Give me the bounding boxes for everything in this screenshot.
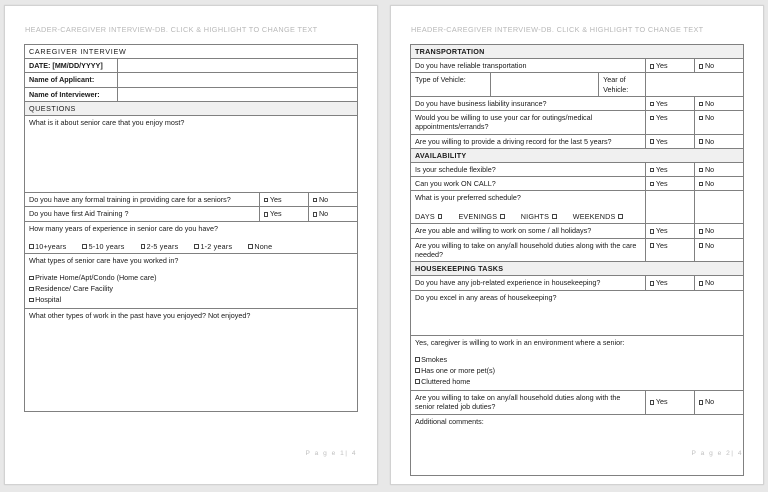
liability-insurance-yes[interactable] (645, 96, 694, 110)
option-10plus[interactable] (29, 242, 66, 251)
checkbox-icon[interactable] (650, 400, 655, 405)
table-row-use-car (411, 111, 744, 134)
schedule-flexible-no[interactable] (694, 162, 743, 176)
table-row-applicant (25, 73, 358, 87)
checkbox-icon[interactable] (650, 229, 655, 234)
option-residence[interactable] (29, 284, 354, 295)
checkbox-icon[interactable] (650, 281, 655, 286)
no-label: No (704, 136, 715, 146)
checkbox-icon[interactable] (699, 168, 704, 173)
table-row-title (25, 45, 358, 59)
first-aid-yes[interactable] (259, 207, 308, 221)
no-label: No (704, 226, 715, 236)
no-label: No (704, 98, 715, 108)
checkbox-icon[interactable] (699, 281, 704, 286)
table-row-first-aid (25, 207, 358, 221)
page-1-table-wrap (24, 44, 358, 412)
option-label: WEEKENDS (572, 211, 616, 221)
use-car-yes[interactable] (645, 111, 694, 134)
vehicle-year-label: Year of Vehicle: (599, 73, 646, 96)
on-call-no[interactable] (694, 177, 743, 191)
option-private-home[interactable] (29, 273, 354, 284)
vehicle-type-input[interactable] (490, 73, 598, 96)
table-row-section-availability (411, 148, 744, 162)
caregiver-interview-table (24, 44, 358, 412)
table-row-reliable-transport (411, 59, 744, 73)
page-footer-1: P a g e 1| 4 (305, 450, 357, 457)
checkbox-icon[interactable] (699, 400, 704, 405)
checkbox-icon[interactable] (313, 198, 318, 203)
question-first-aid-label: Do you have first Aid Training ? (25, 207, 260, 221)
section-header-availability: AVAILABILITY (411, 148, 744, 162)
interviewer-input[interactable] (118, 87, 358, 101)
holidays-no[interactable] (694, 224, 743, 238)
checkbox-icon[interactable] (438, 214, 443, 219)
yes-label: Yes (269, 195, 282, 205)
years-experience-options (29, 242, 354, 251)
household-duties-senior-yes[interactable] (645, 390, 694, 414)
question-preferred-schedule (411, 191, 646, 224)
checkbox-icon[interactable] (699, 102, 704, 107)
yes-label: Yes (655, 164, 668, 174)
question-schedule-flexible-label: Is your schedule flexible? (411, 162, 646, 176)
question-care-types-label: What types of senior care have you worked in? (29, 255, 179, 265)
preferred-schedule-blank-yes (645, 191, 694, 224)
vehicle-type-label: Type of Vehicle: (411, 73, 491, 96)
formal-training-no[interactable] (308, 193, 357, 207)
question-environment-label: Yes, caregiver is willing to work in an environment where a senior: (415, 337, 625, 347)
checkbox-icon[interactable] (552, 214, 557, 219)
checkbox-icon[interactable] (650, 168, 655, 173)
checkbox-icon[interactable] (194, 244, 199, 249)
holidays-yes[interactable] (645, 224, 694, 238)
applicant-input[interactable] (118, 73, 358, 87)
question-holidays-label: Are you able and willing to work on some / all holidays? (411, 224, 646, 238)
question-excel-housekeeping-label: Do you excel in any areas of housekeeping? (415, 292, 557, 302)
table-row-household-duties-care (411, 238, 744, 261)
checkbox-icon[interactable] (248, 244, 253, 249)
question-liability-insurance-label: Do you have business liability insurance? (411, 96, 646, 110)
preferred-schedule-options (415, 212, 642, 221)
household-duties-care-no[interactable] (694, 238, 743, 261)
option-evenings[interactable] (458, 212, 504, 221)
table-row-questions-header (25, 101, 358, 115)
table-row-environment (411, 335, 744, 390)
no-label: No (704, 164, 715, 174)
table-row-other-work (25, 309, 358, 412)
table-row-enjoy-most (25, 116, 358, 193)
checkbox-icon[interactable] (415, 357, 420, 362)
question-other-work-label: What other types of work in the past have you enjoyed? Not enjoyed? (29, 311, 251, 320)
table-row-years-experience (25, 221, 358, 253)
additional-comments-label: Additional comments: (415, 416, 484, 426)
checkbox-icon[interactable] (650, 139, 655, 144)
option-label: 10+years (35, 241, 67, 251)
no-label: No (704, 113, 715, 123)
checkbox-icon[interactable] (82, 244, 87, 249)
page-footer-2: P a g e 2| 4 (691, 450, 743, 457)
yes-label: Yes (655, 61, 668, 71)
option-pets[interactable] (415, 366, 740, 377)
table-row-holidays (411, 224, 744, 238)
section-header-transportation: TRANSPORTATION (411, 45, 744, 59)
yes-label: Yes (655, 179, 668, 189)
checkbox-icon[interactable] (699, 139, 704, 144)
option-weekends[interactable] (573, 212, 623, 221)
checkbox-icon[interactable] (650, 182, 655, 187)
no-label: No (704, 61, 715, 71)
table-row-liability-insurance (411, 96, 744, 110)
question-other-work[interactable] (25, 309, 358, 412)
applicant-label: Name of Applicant: (25, 73, 118, 87)
formal-training-yes[interactable] (259, 193, 308, 207)
option-label: Residence/ Care Facility (35, 284, 113, 294)
checkbox-icon[interactable] (29, 244, 34, 249)
checkbox-icon[interactable] (415, 368, 420, 373)
option-smokes[interactable] (415, 355, 740, 366)
option-5-10[interactable] (82, 242, 124, 251)
page-header-note-2[interactable]: HEADER-CAREGIVER INTERVIEW-DB. CLICK & HIGHLIGHT TO CHANGE TEXT (411, 25, 704, 34)
driving-record-no[interactable] (694, 134, 743, 148)
checkbox-icon[interactable] (699, 243, 704, 248)
option-label: Smokes (421, 354, 448, 364)
yes-label: Yes (655, 136, 668, 146)
question-enjoy-most-label: What is it about senior care that you enjoy most? (29, 118, 185, 128)
checkbox-icon[interactable] (650, 102, 655, 107)
yes-label: Yes (655, 397, 668, 407)
table-row-additional-comments (411, 414, 744, 475)
table-row-on-call (411, 177, 744, 191)
yes-label: Yes (269, 209, 282, 219)
driving-record-yes[interactable] (645, 134, 694, 148)
housekeeping-experience-no[interactable] (694, 276, 743, 290)
date-input[interactable] (118, 59, 358, 73)
table-row-preferred-schedule (411, 191, 744, 224)
question-care-types (25, 253, 358, 308)
option-label: 1-2 years (200, 241, 233, 251)
option-label: Has one or more pet(s) (421, 365, 495, 375)
first-aid-no[interactable] (308, 207, 357, 221)
table-row-housekeeping-experience (411, 276, 744, 290)
checkbox-icon[interactable] (29, 298, 34, 303)
table-row-formal-training (25, 193, 358, 207)
page-title: CAREGIVER INTERVIEW (25, 45, 358, 59)
question-reliable-transport-label: Do you have reliable transportation (411, 59, 646, 73)
additional-comments-field[interactable] (411, 414, 744, 475)
checkbox-icon[interactable] (699, 229, 704, 234)
environment-options (415, 355, 740, 388)
reliable-transport-no[interactable] (694, 59, 743, 73)
question-environment (411, 335, 744, 390)
yes-label: Yes (655, 98, 668, 108)
option-1-2[interactable] (194, 242, 232, 251)
document-page-2[interactable] (390, 5, 764, 485)
use-car-no[interactable] (694, 111, 743, 134)
no-label: No (318, 209, 329, 219)
question-formal-training-label: Do you have any formal training in providing care for a seniors? (25, 193, 260, 207)
question-use-car-label: Would you be willing to use your car for outings/medical appointments/errands? (411, 111, 646, 134)
question-excel-housekeeping[interactable] (411, 290, 744, 335)
checkbox-icon[interactable] (29, 276, 34, 281)
checkbox-icon[interactable] (29, 287, 34, 292)
table-row-schedule-flexible (411, 162, 744, 176)
question-enjoy-most[interactable] (25, 116, 358, 193)
option-cluttered-home[interactable] (415, 377, 740, 388)
no-label: No (704, 179, 715, 189)
vehicle-year-input[interactable] (645, 73, 743, 96)
option-label: None (254, 241, 273, 251)
page-2-table-wrap (410, 44, 744, 476)
option-hospital[interactable] (29, 295, 354, 306)
option-label: 5-10 years (88, 241, 125, 251)
question-years-experience-label: How many years of experience in senior care do you have? (29, 223, 218, 233)
no-label: No (704, 278, 715, 288)
question-years-experience (25, 221, 358, 253)
question-on-call-label: Can you work ON CALL? (411, 177, 646, 191)
yes-label: Yes (655, 240, 668, 250)
checkbox-icon[interactable] (500, 214, 505, 219)
option-label: 2-5 years (146, 241, 179, 251)
document-page-1[interactable] (4, 5, 378, 485)
care-types-options (29, 273, 354, 306)
checkbox-icon[interactable] (650, 243, 655, 248)
household-duties-senior-no[interactable] (694, 390, 743, 414)
table-row-driving-record (411, 134, 744, 148)
option-days[interactable] (415, 212, 442, 221)
section-header-questions: QUESTIONS (25, 101, 358, 115)
question-housekeeping-experience-label: Do you have any job-related experience in housekeeping? (411, 276, 646, 290)
table-row-household-duties-senior (411, 390, 744, 414)
checkbox-icon[interactable] (415, 379, 420, 384)
checkbox-icon[interactable] (618, 214, 623, 219)
checkbox-icon[interactable] (699, 182, 704, 187)
option-nights[interactable] (521, 212, 557, 221)
option-label: Hospital (35, 295, 62, 305)
yes-label: Yes (655, 278, 668, 288)
option-2-5[interactable] (141, 242, 179, 251)
table-row-section-transportation (411, 45, 744, 59)
checkbox-icon[interactable] (264, 212, 269, 217)
housekeeping-experience-yes[interactable] (645, 276, 694, 290)
option-none[interactable] (248, 242, 272, 251)
table-row-section-housekeeping (411, 262, 744, 276)
checkbox-icon[interactable] (699, 116, 704, 121)
liability-insurance-no[interactable] (694, 96, 743, 110)
checkbox-icon[interactable] (650, 116, 655, 121)
option-label: Private Home/Apt/Condo (Home care) (35, 273, 157, 283)
schedule-flexible-yes[interactable] (645, 162, 694, 176)
page-header-note-1[interactable]: HEADER-CAREGIVER INTERVIEW-DB. CLICK & HIGHLIGHT TO CHANGE TEXT (25, 25, 318, 34)
no-label: No (318, 195, 329, 205)
question-household-duties-senior-label: Are you willing to take on any/all household duties along with the senior related job duties? (411, 390, 646, 414)
interviewer-label: Name of Interviewer: (25, 87, 118, 101)
table-row-care-types (25, 253, 358, 308)
question-household-duties-care-label: Are you willing to take on any/all household duties along with the care needed? (411, 238, 646, 261)
option-label: Cluttered home (421, 376, 471, 386)
question-preferred-schedule-label: What is your preferred schedule? (415, 193, 521, 203)
option-label: DAYS (415, 211, 435, 221)
table-row-vehicle (411, 73, 744, 96)
question-driving-record-label: Are you willing to provide a driving record for the last 5 years? (411, 134, 646, 148)
option-label: EVENINGS (458, 211, 498, 221)
household-duties-care-yes[interactable] (645, 238, 694, 261)
option-label: NIGHTS (520, 211, 550, 221)
no-label: No (704, 240, 715, 250)
reliable-transport-yes[interactable] (645, 59, 694, 73)
table-row-interviewer (25, 87, 358, 101)
checkbox-icon[interactable] (313, 212, 318, 217)
checkbox-icon[interactable] (141, 244, 146, 249)
yes-label: Yes (655, 226, 668, 236)
checkbox-icon[interactable] (264, 198, 269, 203)
no-label: No (704, 397, 715, 407)
date-label: DATE: [MM/DD/YYYY] (25, 59, 118, 73)
section-header-housekeeping: HOUSEKEEPING TASKS (411, 262, 744, 276)
checkbox-icon[interactable] (699, 64, 704, 69)
on-call-yes[interactable] (645, 177, 694, 191)
preferred-schedule-blank-no (694, 191, 743, 224)
checkbox-icon[interactable] (650, 64, 655, 69)
transportation-availability-table (410, 44, 744, 476)
table-row-excel-housekeeping (411, 290, 744, 335)
yes-label: Yes (655, 113, 668, 123)
table-row-date (25, 59, 358, 73)
